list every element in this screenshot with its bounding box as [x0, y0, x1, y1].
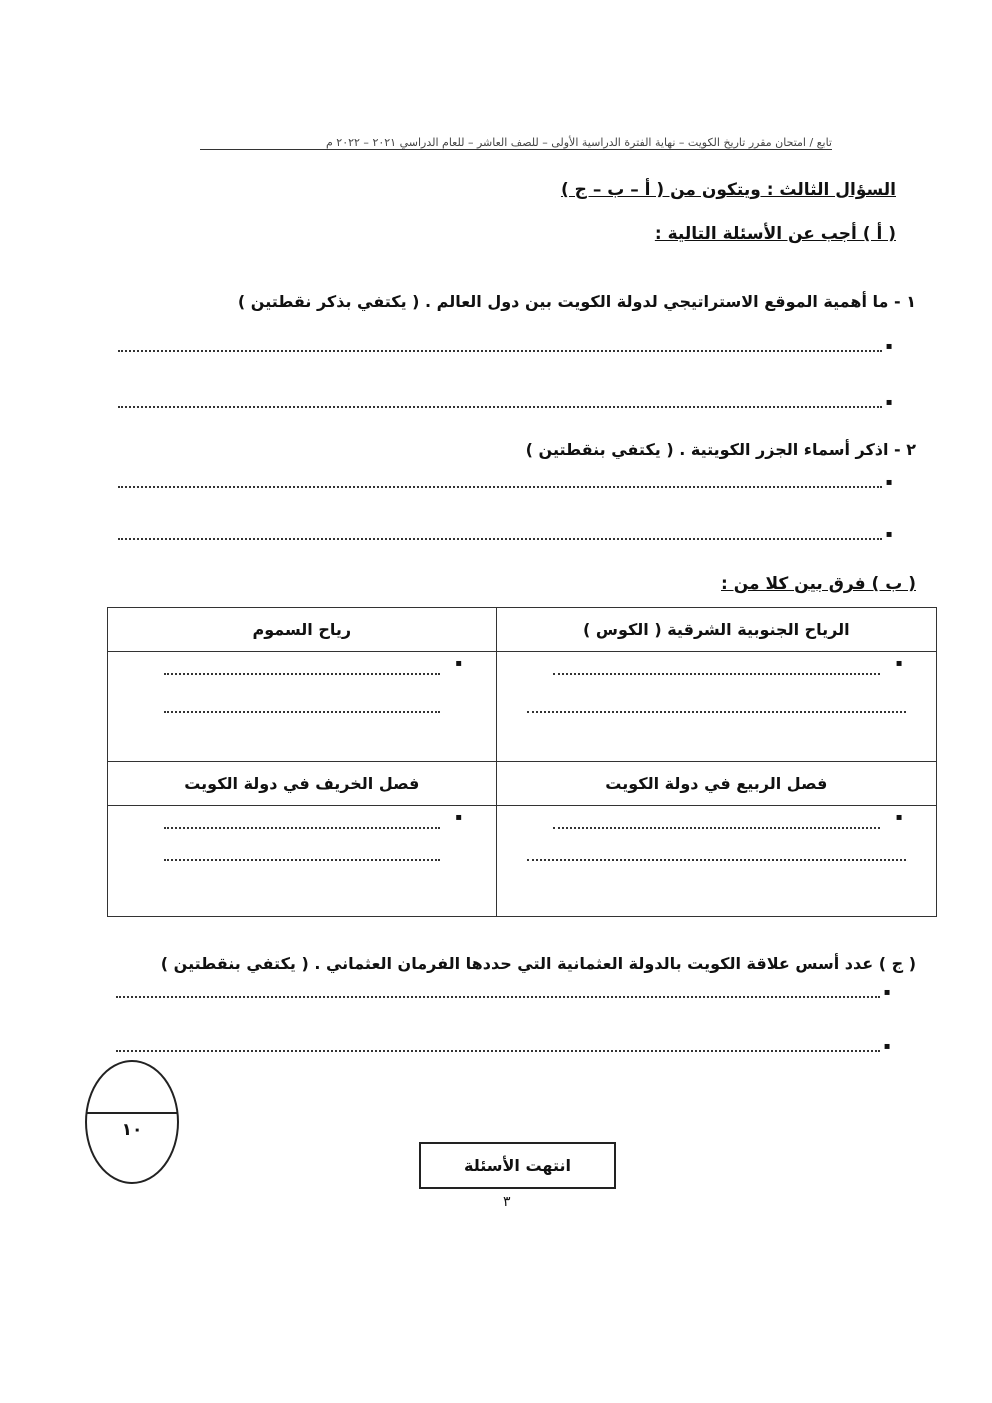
score-circle — [85, 1060, 179, 1184]
bullet-icon: ▪ — [895, 657, 903, 669]
answer-line[interactable] — [116, 986, 894, 998]
bullet-icon: ▪ — [883, 987, 891, 998]
answer-cell[interactable] — [496, 651, 936, 762]
dotted-line — [116, 986, 880, 998]
table-header: رياح السموم — [108, 608, 497, 652]
answer-cell[interactable] — [108, 651, 497, 762]
answer-line[interactable] — [118, 340, 896, 352]
dotted-line — [118, 340, 882, 352]
score-value: ١٠ — [121, 1120, 143, 1140]
bullet-icon: ▪ — [455, 812, 462, 824]
page-number: ٣ — [503, 1194, 511, 1210]
answer-line[interactable] — [116, 1040, 894, 1052]
end-of-questions-box: انتهت الأسئلة — [419, 1142, 616, 1189]
table-header: فصل الربيع في دولة الكويت — [496, 762, 936, 806]
dotted-line — [118, 528, 882, 540]
question-2: ٢ - اذكر أسماء الجزر الكويتية . ( يكتفي بنقطتين ) — [525, 440, 916, 459]
dotted-line — [118, 476, 882, 488]
table-header: الرياح الجنوبية الشرقية ( الكوس ) — [496, 608, 936, 652]
part-c-question: ( ج ) عدد أسس علاقة الكويت بالدولة العثمانية التي حددها الفرمان العثماني . ( يكتفي بنقطتين ) — [160, 954, 916, 973]
answer-line[interactable] — [118, 396, 896, 408]
answer-cell[interactable] — [108, 806, 497, 917]
bullet-icon: ▪ — [883, 1041, 891, 1052]
part-b-title: ( ب ) فرق بين كلا من : — [721, 574, 916, 594]
comparison-table — [107, 607, 937, 917]
part-a-title: ( أ ) أجب عن الأسئلة التالية : — [654, 224, 896, 244]
question-title: السؤال الثالث : ويتكون من ( أ – ب – ج ) — [560, 180, 896, 200]
dotted-line — [116, 1040, 880, 1052]
exam-header: تابع / امتحان مقرر تاريخ الكويت – نهاية الفترة الدراسية الأولى – للصف العاشر – للعام الدراسي ٢٠٢١ – ٢٠٢٢ م — [200, 136, 832, 150]
answer-cell[interactable] — [496, 806, 936, 917]
question-1: ١ - ما أهمية الموقع الاستراتيجي لدولة الكويت بين دول العالم . ( يكتفي بذكر نقطتين ) — [237, 292, 916, 311]
table-header: فصل الخريف في دولة الكويت — [108, 762, 497, 806]
dotted-line — [118, 396, 882, 408]
bullet-icon: ▪ — [895, 812, 903, 824]
bullet-icon: ▪ — [885, 529, 893, 540]
bullet-icon: ▪ — [885, 341, 893, 352]
answer-line[interactable] — [118, 476, 896, 488]
bullet-icon: ▪ — [455, 657, 462, 669]
answer-line[interactable] — [118, 528, 896, 540]
bullet-icon: ▪ — [885, 397, 893, 408]
bullet-icon: ▪ — [885, 477, 893, 488]
